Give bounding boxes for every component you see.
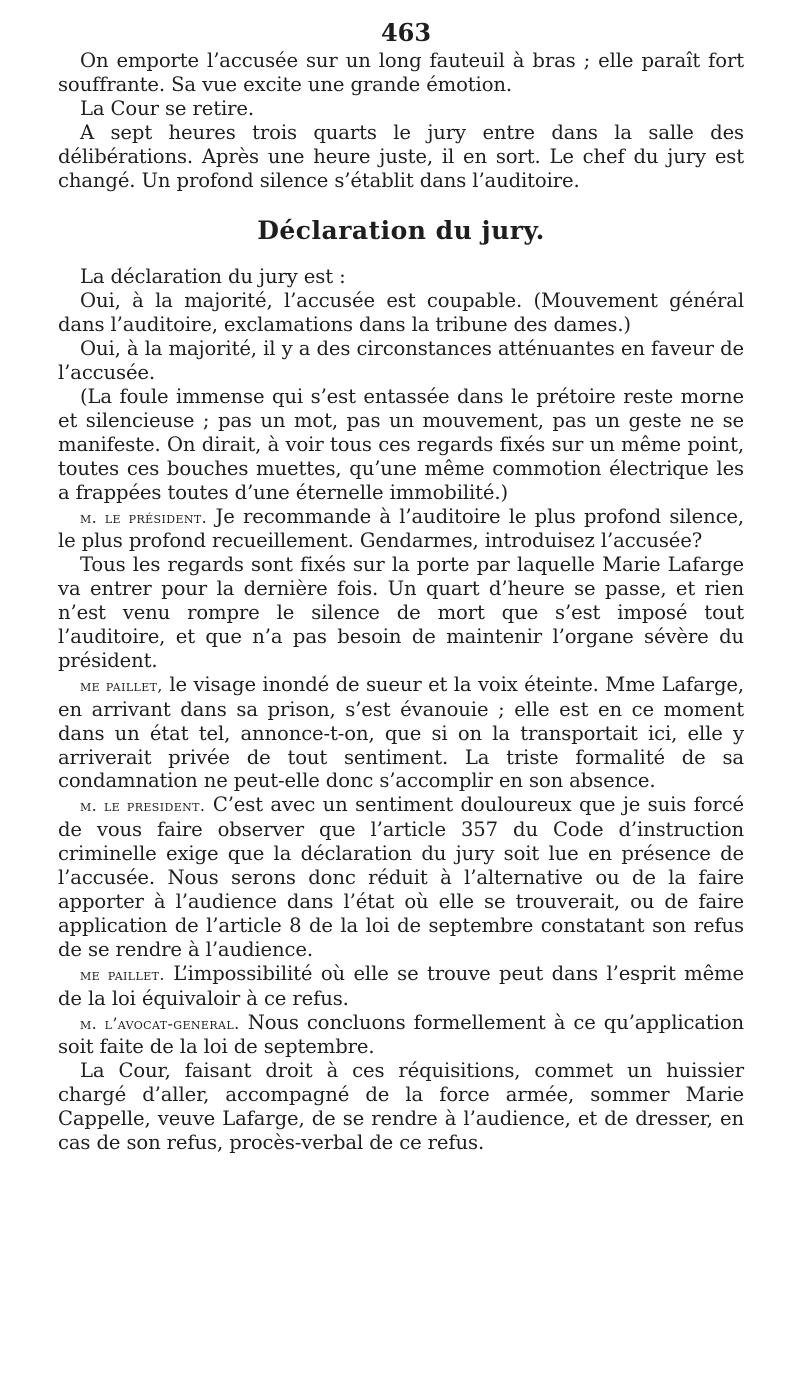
paragraph: La déclaration du jury est :: [80, 265, 346, 289]
speech-paragraph: [58, 962, 744, 1011]
paragraph: Tous les regards sont fixés sur la porte par laquelle Marie Lafarge va entrer pour la dernière fois. Un quart d’heure se passe, et rien n’est venu rompre le silence de mort que s’est imposé tout l’auditoire, et que n’a pas besoin de maintenir l’organe sévère du président.: [58, 553, 744, 672]
paragraph: (La foule immense qui s’est entassée dans le prétoire reste morne et silencieuse ; pas un mot, pas un mouvement, pas un geste ne se manifeste. On dirait, à voir tous ces regards fixés sur un même point, toutes ces bouches muettes, qu’une même commotion électrique les a frappées toutes d’une éternelle immobilité.): [58, 384, 744, 504]
speaker-name: m. le président.: [80, 507, 208, 527]
paragraph: La Cour se retire.: [80, 96, 254, 120]
document-page: [58, 20, 744, 1155]
speaker-name: me paillet.: [80, 964, 165, 984]
paragraph: Oui, à la majorité, il y a des circonstances atténuantes en faveur de l’accusée.: [58, 337, 744, 385]
speech-text: L’impossibilité où elle se trouve peut dans l’esprit même de la loi équivaloir à ce refus.: [58, 961, 744, 1010]
speech-text: C’est avec un sentiment douloureux que je suis forcé de vous faire observer que l’article 357 du Code d’instruction criminelle exige que la déclaration du jury soit lue en présence de l’accusée. Nous serons donc réduit à l’alternative ou de la faire apporter à l’audience dans l’état où elle se trouverait, ou de faire application de l’article 8 de la loi de septembre constatant son refus de se rendre à l’audience.: [58, 793, 745, 961]
paragraph: A sept heures trois quarts le jury entre dans la salle des délibérations. Après une heure juste, il en sort. Le chef du jury est changé. Un profond silence s’établit dans l’auditoire.: [58, 120, 744, 192]
paragraph: On emporte l’accusée sur un long fauteuil à bras ; elle paraît fort souffrante. Sa vue excite une grande émotion.: [58, 49, 744, 96]
speech-text: Je recommande à l’auditoire le plus profond silence, le plus profond recueillement. Gendarmes, introduisez l’accusée?: [58, 504, 745, 553]
speech-paragraph: [58, 505, 744, 554]
speech-paragraph: [58, 1011, 744, 1060]
section-title: Déclaration du jury.: [257, 216, 545, 246]
paragraph: Oui, à la majorité, l’accusée est coupable. (Mouvement général dans l’auditoire, exclamations dans la tribune des dames.): [58, 289, 744, 337]
paragraph: La Cour, faisant droit à ces réquisitions, commet un huissier chargé d’aller, accompagné de la force armée, sommer Marie Cappelle, veuve Lafarge, de se rendre à l’audience, et de dresser, en cas de son refus, procès-verbal de ce refus.: [58, 1059, 744, 1155]
speaker-name: m. le president.: [80, 796, 206, 816]
speech-paragraph: [58, 793, 744, 961]
speech-paragraph: [58, 673, 744, 794]
speech-text: le visage inondé de sueur et la voix éteinte. Mme Lafarge, en arrivant dans sa prison, s’est évanouie ; elle est en ce moment dans un état tel, annonce-t-on, que si on la transportait ici, elle y arriverait privée de tout sentiment. La triste formalité de sa condamnation ne peut-elle donc s’accomplir en son absence.: [58, 672, 745, 793]
speaker-name: m. l’avocat-general.: [80, 1013, 240, 1033]
speaker-name: me paillet,: [80, 675, 163, 695]
speech-text: Nous concluons formellement à ce qu’application soit faite de la loi de septembre.: [58, 1010, 744, 1059]
page-number: 463: [380, 18, 432, 47]
